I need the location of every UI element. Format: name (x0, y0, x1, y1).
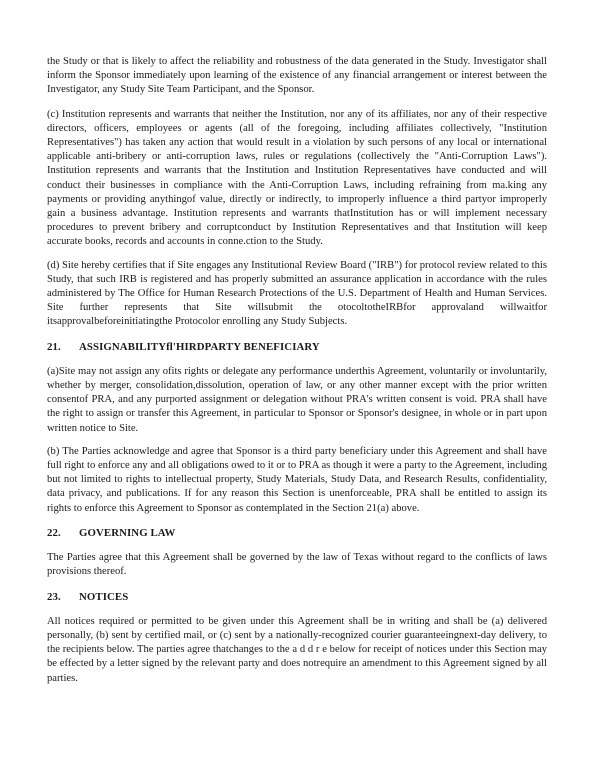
section-23-paragraph: All notices required or permitted to be given under this Agreement shall be in writing and shall be (a) delivered personally, (b) sent by certified mail, or (c) sent by a nationally-recognized courier guaranteeingnext-day delivery, to the recipients below. The parties agree thatchanges to the a d d r e below for receipt of notices under this Section may be effected by a letter signed by the relevant party and does notrequire an amendment to this Agreement signed by all parties. (47, 615, 547, 684)
section-21-paragraph-b: (b) The Parties acknowledge and agree that Sponsor is a third party beneficiary under this Agreement and shall have full right to enforce any and all obligations owed to it or to PRA as though it were a party to the Agreement, including but not limited to rights to intellectual property, Study Materials, Study Data, and Research Results, confidentiality, data privacy, and publications. If for any reason this Section is unenforceable, PRA shall be entitled to assign its rights to enforce this Agreement to Sponsor as contemplated in the Section 21(a) above. (47, 445, 547, 514)
section-21-number: 21. (47, 340, 61, 353)
section-22-paragraph: The Parties agree that this Agreement shall be governed by the law of Texas without regard to the conflicts of laws provisions thereof. (47, 552, 547, 578)
section-22-number: 22. (47, 526, 61, 539)
section-21-heading (47, 340, 547, 354)
section-23-title: NOTICES (79, 590, 129, 603)
document-page (47, 55, 547, 695)
section-22-title: GOVERNING LAW (79, 526, 176, 539)
section-21-title: ASSIGNABILITYfl'HIRDPARTY BENEFICIARY (79, 340, 320, 353)
paragraph-c-anti-corruption: (c) Institution represents and warrants that neither the Institution, nor any of its affiliates, nor any of their respective directors, officers, employees or agents (all of the foregoing, including affiliates collectively, "Institution Representatives") has taken any action that would result in a violation by such persons of any local or international applicable anti-bribery or anti-corruption laws, rules or regulations (collectively the "Anti-Corruption Laws"). Institution represents and warrants that the Institution and Institution Representatives have conducted and will conduct their businesses in compliance with the Anti-Corruption Laws, including refraining from ma.king any payments or providing anythingof value, directly or indirectly, to improperly influence a third partyor improperly gain a business advantage. Institution represents and warrants thatInstitution has or will implement necessary procedures to prevent bribery and corruptconduct by Institution Representatives and that Institution will keep accurate books, records and accounts in conne.ction to the Study. (47, 108, 547, 248)
paragraph-d-irb: (d) Site hereby certifies that if Site engages any Institutional Review Board ("IRB") for protocol review related to this Study, that such IRB is registered and has properly submitted an assurance application in accordance with the rules administered by The Office for Human Research Protections of the U.S. Department of Health and Human Services. Site further represents that Site willsubmit the otocoltotheIRBfor approvaland willwaitfor itsapprovalbeforeinitiatingthe Protocolor enrolling any Study Subjects. (47, 259, 547, 328)
section-23-heading (47, 590, 547, 604)
section-21-paragraph-a: (a)Site may not assign any ofits rights or delegate any performance underthis Agreement, voluntarily or involuntarily, whether by merger, consolidation,dissolution, operation of law, or any other manner except with the prior written consentof PRA, and any purported assignment or delegation without PRA's written consent is void. PRA shall have the right to assign or transfer this Agreement, in particular to Sponsor or Sponsor's designee, in whole or in part upon written notice to Site. (47, 365, 547, 434)
intro-paragraph: the Study or that is likely to affect the reliability and robustness of the data generated in the Study. Investigator shall inform the Sponsor immediately upon learning of the existence of any financial arrangement or interest between the Investigator, any Study Site Team Participant, and the Sponsor. (47, 56, 547, 96)
section-22-heading (47, 526, 547, 540)
section-23-number: 23. (47, 590, 61, 603)
